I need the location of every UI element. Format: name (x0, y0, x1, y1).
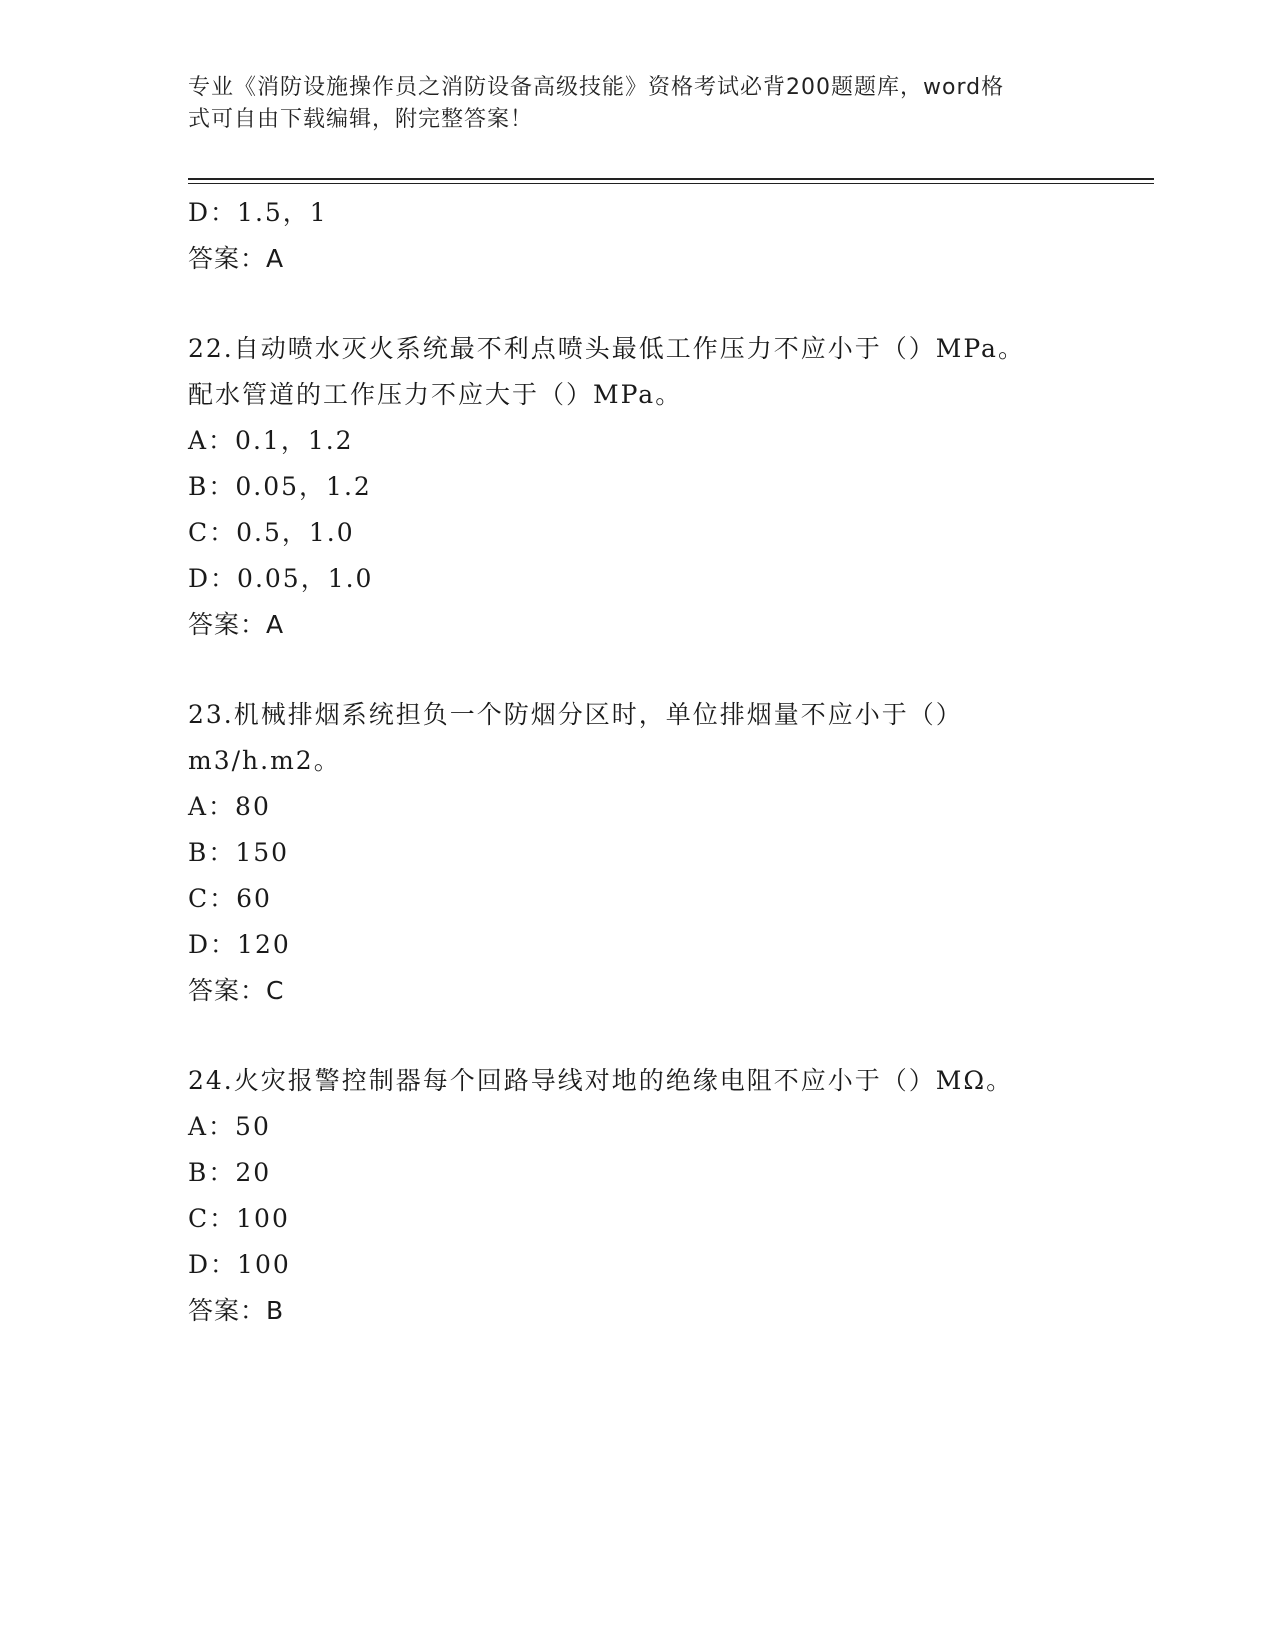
question-stem-line: 配水管道的工作压力不应大于（）MPa。 (188, 380, 683, 409)
question-24 (188, 1058, 1154, 1334)
option-d: D：0.05，1.0 (188, 564, 374, 593)
question-stem-line: 24.火灾报警控制器每个回路导线对地的绝缘电阻不应小于（）MΩ。 (188, 1066, 1014, 1095)
option-b: B：0.05，1.2 (188, 472, 372, 501)
header-divider-thick (188, 178, 1154, 180)
question-stem-line: 23.机械排烟系统担负一个防烟分区时，单位排烟量不应小于（） (188, 700, 963, 729)
option-c: C：60 (188, 884, 272, 913)
option-c: C：100 (188, 1204, 290, 1233)
option-c: C：0.5，1.0 (188, 518, 355, 547)
document-header (188, 72, 1068, 136)
option-d: D：100 (188, 1250, 291, 1279)
question-22 (188, 326, 1154, 648)
prev-answer: 答案：A (188, 244, 285, 273)
answer: 答案：A (188, 610, 285, 639)
prev-option-d: D：1.5，1 (188, 198, 328, 227)
question-23 (188, 692, 1154, 1014)
option-b: B：150 (188, 838, 290, 867)
option-a: A：50 (188, 1112, 271, 1141)
header-line-2: 式可自由下载编辑，附完整答案！ (188, 107, 534, 132)
option-d: D：120 (188, 930, 291, 959)
question-stem-line: 22.自动喷水灭火系统最不利点喷头最低工作压力不应小于（）MPa。 (188, 334, 1025, 363)
question-stem-line: m3/h.m2。 (188, 746, 341, 775)
option-b: B：20 (188, 1158, 272, 1187)
option-a: A：80 (188, 792, 271, 821)
header-line-1: 专业《消防设施操作员之消防设备高级技能》资格考试必背200题题库，word格 (188, 75, 1005, 100)
answer: 答案：C (188, 976, 285, 1005)
question-list (188, 190, 1154, 1334)
answer: 答案：B (188, 1296, 285, 1325)
header-divider-thin (188, 183, 1154, 184)
option-a: A：0.1，1.2 (188, 426, 354, 455)
